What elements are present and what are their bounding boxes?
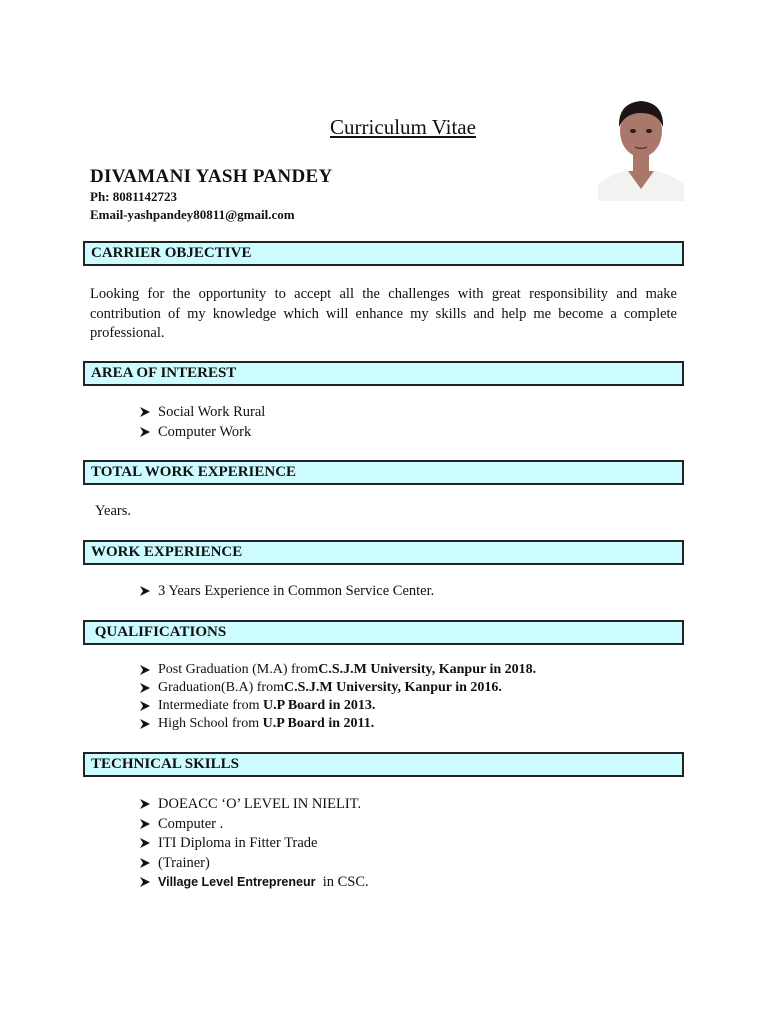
list-item-text: 3 Years Experience in Common Service Center. [158, 583, 435, 599]
section-heading-qualifications [83, 620, 684, 645]
qualification-institute: C.S.J.M University, Kanpur in 2018. [318, 662, 537, 677]
phone-number: Ph: 8081142723 [90, 189, 178, 204]
list-item [138, 679, 536, 697]
list-item [138, 403, 265, 423]
list-item-text: ITI Diploma in Fitter Trade [158, 835, 318, 851]
list-item [138, 795, 369, 815]
list-item [138, 423, 265, 443]
section-heading-label: QUALIFICATIONS [91, 624, 227, 640]
section-heading-label: TECHNICAL SKILLS [91, 756, 239, 772]
list-item-text: Social Work Rural [158, 404, 266, 420]
list-item [138, 661, 536, 679]
qualification-course: High School from [158, 716, 263, 731]
email-address: Email-yashpandey80811@gmail.com [90, 207, 295, 222]
arrow-bullet-icon [138, 873, 152, 891]
list-item [138, 582, 434, 602]
list-item-text: Computer Work [158, 423, 252, 440]
list-item [138, 854, 369, 874]
arrow-bullet-icon [138, 679, 152, 697]
person-photo-icon [598, 97, 684, 201]
arrow-bullet-icon [138, 834, 152, 852]
section-heading-total-experience [83, 460, 684, 485]
list-item [138, 697, 536, 715]
arrow-bullet-icon [138, 815, 152, 833]
list-item-text: DOEACC ‘O’ LEVEL IN NIELIT. [158, 796, 362, 812]
list-item-text: Computer . [158, 815, 224, 832]
total-experience-value: Years. [95, 503, 131, 519]
list-item [138, 834, 369, 854]
document-title: Curriculum Vitae [330, 115, 476, 139]
section-heading-technical-skills [83, 752, 684, 777]
section-heading-label: WORK EXPERIENCE [91, 544, 243, 560]
arrow-bullet-icon [138, 661, 152, 679]
arrow-bullet-icon [138, 697, 152, 715]
section-heading-label: CARRIER OBJECTIVE [91, 245, 252, 261]
qualification-course: Intermediate from [158, 698, 263, 713]
qualification-course: Graduation(B.A) from [158, 680, 284, 695]
profile-photo [598, 97, 684, 201]
arrow-bullet-icon [138, 795, 152, 813]
arrow-bullet-icon [138, 582, 152, 600]
qualification-institute: U.P Board in 2011. [262, 716, 375, 731]
qualification-course: Post Graduation (M.A) from [158, 662, 319, 677]
experience-list [138, 582, 434, 602]
list-item [138, 715, 536, 733]
qualification-institute: C.S.J.M University, Kanpur in 2016. [283, 680, 502, 695]
technical-skills-list [138, 795, 369, 893]
section-heading-work-experience [83, 540, 684, 565]
arrow-bullet-icon [138, 423, 152, 441]
list-item [138, 873, 369, 893]
section-heading-label: AREA OF INTEREST [91, 365, 237, 381]
arrow-bullet-icon [138, 715, 152, 733]
candidate-name: DIVAMANI YASH PANDEY [90, 166, 333, 187]
list-item-bold-text: Village Level Entrepreneur [158, 875, 316, 889]
section-heading-label: TOTAL WORK EXPERIENCE [91, 464, 297, 480]
interest-list [138, 403, 265, 442]
qualifications-list [138, 661, 536, 733]
objective-paragraph: Looking for the opportunity to accept all the challenges with great responsibility and make contribution of my knowledge which will enhance my skills and help me become a complete professional. [90, 286, 677, 341]
arrow-bullet-icon [138, 854, 152, 872]
arrow-bullet-icon [138, 403, 152, 421]
qualification-institute: U.P Board in 2013. [262, 698, 376, 713]
section-heading-interest [83, 361, 684, 386]
section-heading-objective [83, 241, 684, 266]
list-item [138, 815, 369, 835]
list-item-text: (Trainer) [158, 854, 210, 871]
list-item-text: in CSC. [315, 874, 369, 890]
